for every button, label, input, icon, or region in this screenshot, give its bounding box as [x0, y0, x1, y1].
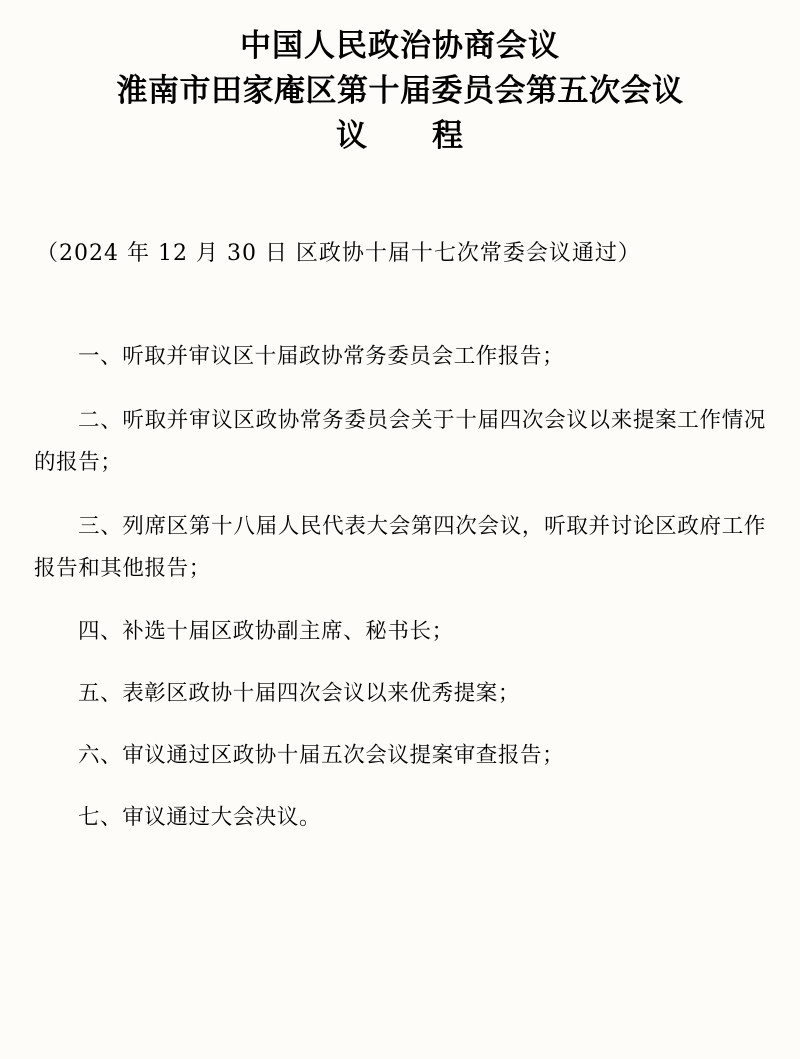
agenda-item: 四、补选十届区政协副主席、秘书长； [78, 619, 454, 645]
document-subtitle: （2024 年 12 月 30 日 区政协十届十七次常委会议通过） [36, 240, 641, 266]
agenda-item: 六、审议通过区政协十届五次会议提案审查报告； [78, 743, 565, 769]
agenda-item: 二、听取并审议区政协常务委员会关于十届四次会议以来提案工作情况的报告； [34, 407, 766, 475]
agenda-item: 七、审议通过大会决议。 [78, 805, 322, 831]
agenda-item: 三、列席区第十八届人民代表大会第四次会议，听取并讨论区政府工作报告和其他报告； [34, 513, 766, 581]
agenda-item: 五、表彰区政协十届四次会议以来优秀提案； [78, 681, 521, 707]
title-line-2: 淮南市田家庵区第十届委员会第五次会议 [116, 72, 684, 109]
title-line-3-left: 议 [336, 117, 368, 154]
title-line-3 [34, 114, 766, 159]
agenda-item: 一、听取并审议区十届政协常务委员会工作报告； [78, 343, 565, 369]
agenda-list [34, 336, 766, 839]
document-title-block [34, 24, 766, 159]
title-line-3-right: 程 [432, 117, 464, 154]
title-line-1: 中国人民政治协商会议 [240, 28, 560, 64]
